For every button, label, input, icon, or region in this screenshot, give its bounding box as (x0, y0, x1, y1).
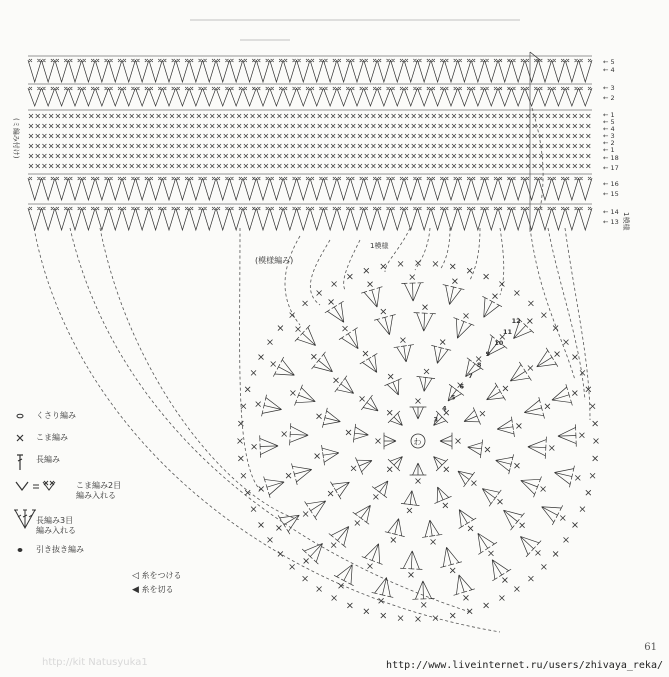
yarn-attach (132, 570, 181, 581)
row-number: ← 2 (603, 94, 615, 102)
round-number: 7 (468, 371, 473, 380)
motif-sc (343, 326, 348, 331)
motif-sc (278, 326, 283, 331)
motif-dc-fan (420, 519, 443, 538)
motif-dc-fan (401, 489, 421, 505)
motif-sc (252, 444, 257, 449)
motif-dc-fan (400, 550, 423, 569)
band-v-row (28, 87, 592, 106)
motif-sc (364, 268, 369, 273)
motif-sc (450, 264, 455, 269)
motif-sc (329, 299, 334, 304)
motif-sc (421, 602, 426, 607)
motif-dc-fan (305, 492, 332, 520)
motif-sc (290, 390, 295, 395)
motif-dc-fan (295, 325, 323, 354)
motif-sc (304, 558, 309, 563)
motif-sc (450, 613, 455, 618)
motif-sc (580, 370, 585, 375)
legend-row (14, 430, 224, 452)
side-label: (ミ編み付け) (12, 118, 20, 159)
motif-dc-fan (513, 528, 541, 557)
motif-sc (456, 439, 461, 444)
motif-sc (311, 354, 316, 359)
motif-sc (351, 466, 356, 471)
motif-dc-fan (291, 459, 314, 485)
row-number: ← 1 (603, 146, 615, 154)
motif-sc (564, 537, 569, 542)
motif-sc (410, 275, 415, 280)
legend-text: くさり編み (36, 411, 76, 420)
legend-text: こま編み (36, 433, 68, 442)
motif-sc (541, 313, 546, 318)
row-number: ← 5 (603, 58, 615, 66)
motif-sc (535, 550, 540, 555)
watermark: http://kit Natusyuka1 (42, 657, 148, 668)
motif-dc-fan (483, 554, 511, 581)
motif-dc-fan (353, 499, 379, 524)
motif-sc (586, 490, 591, 495)
legend-row (14, 408, 224, 430)
motif-sc (416, 617, 421, 622)
motif-dc-fan (334, 559, 362, 585)
motif-sc (328, 491, 333, 496)
motif-sc (241, 473, 246, 478)
motif-sc (347, 274, 352, 279)
motif-sc (424, 369, 429, 374)
motif-dc-fan (262, 395, 285, 421)
motif-sc (400, 338, 405, 343)
slip-stitch-icon (14, 542, 36, 560)
motif-sc (440, 340, 445, 345)
motif-sc (499, 595, 504, 600)
motif-sc (259, 522, 264, 527)
motif-sc (450, 568, 455, 573)
round-number: 8 (476, 360, 482, 369)
motif-dc-fan (384, 433, 396, 450)
motif-dc-fan (355, 452, 375, 475)
motif-dc-fan (335, 376, 360, 402)
band-x-row (29, 154, 590, 158)
motif-sc (471, 481, 476, 486)
motif-sc (278, 551, 283, 556)
yarn-attach-text: 糸をつける (141, 571, 182, 580)
round-number: 10 (494, 339, 504, 348)
motif-sc (282, 431, 287, 436)
motif-dc-fan (273, 357, 299, 385)
yarn-cut (132, 584, 173, 595)
round-number: 5 (450, 393, 456, 402)
motif-dc-fan (394, 345, 417, 364)
band-v-row (28, 177, 592, 200)
motif-sc (267, 537, 272, 542)
motif-sc (502, 578, 507, 583)
motif-sc (363, 351, 368, 356)
motif-sc (238, 439, 243, 444)
faint-header-marks (190, 20, 520, 40)
motif-sc (346, 430, 351, 435)
motif-dc-fan (384, 378, 407, 398)
motif-sc (347, 603, 352, 608)
round-number: 11 (502, 328, 512, 337)
motif-sc (572, 522, 577, 527)
motif-dc-fan (536, 497, 562, 525)
round-number: 6 (459, 382, 465, 391)
motif-dc-fan (497, 502, 525, 531)
motif-dc-fan (439, 285, 465, 308)
motif-sc (256, 402, 261, 407)
motif-dc-fan (302, 536, 331, 564)
motif-sc (492, 294, 497, 299)
motif-dc-fan (474, 296, 502, 322)
motif-sc (360, 396, 365, 401)
motif-dc-fan (322, 408, 342, 432)
round-number: 12 (511, 317, 521, 326)
motif-sc (514, 463, 519, 468)
legend-row (14, 478, 224, 508)
edging-band (28, 52, 592, 232)
motif-sc (259, 355, 264, 360)
row-number: ← 4 (603, 125, 615, 133)
motif-dc-fan (361, 287, 387, 311)
motif-sc (503, 386, 508, 391)
motif-dc-fan (549, 384, 573, 410)
motif-dc-fan (527, 436, 546, 459)
motif-sc (367, 564, 372, 569)
row-number: ← 3 (603, 132, 615, 140)
band-v-row (28, 59, 592, 82)
motif-sc (398, 616, 403, 621)
motif-sc (560, 515, 565, 520)
row-number: ← 5 (603, 118, 615, 126)
center-label: わ (413, 437, 422, 447)
motif-sc (499, 282, 504, 287)
motif-sc (528, 366, 533, 371)
motif-dc-fan (410, 463, 427, 475)
motif-sc (564, 340, 569, 345)
motif-sc (464, 313, 469, 318)
motif-sc (251, 507, 256, 512)
motif-sc (245, 490, 250, 495)
motif-sc (545, 404, 550, 409)
motif-dc-fan (447, 318, 474, 343)
footer-url[interactable]: http://www.liveinternet.ru/users/zhivaya_reka/ (386, 660, 663, 671)
motif-sc (590, 404, 595, 409)
motif-sc (381, 309, 386, 314)
motif-sc (480, 411, 485, 416)
band-x-row (29, 144, 590, 148)
motif-dc-fan (401, 283, 424, 302)
motif-dc-fan (481, 383, 505, 409)
yarn-cut-icon: ◀ (132, 585, 139, 595)
row-number: ← 13 (603, 218, 619, 226)
motif-dc-fan (493, 450, 513, 474)
motif-dc-fan (362, 540, 389, 565)
motif-dc-fan (476, 480, 501, 506)
motif-sc (528, 301, 533, 306)
motif-sc (276, 525, 281, 530)
motif-sc (593, 456, 598, 461)
motif-dc-fan (374, 314, 400, 337)
yarn-attach-icon: ◁ (132, 571, 139, 581)
motif-sc (431, 539, 436, 544)
motif-sc (355, 520, 360, 525)
motif-dc-fan (353, 424, 369, 444)
motif-sc (575, 475, 580, 480)
motif-dc-fan (330, 473, 354, 499)
band-x-row (29, 114, 590, 118)
motif-dc-fan (466, 438, 482, 458)
motif-sc (484, 603, 489, 608)
motif-sc (332, 282, 337, 287)
motif-sc (286, 473, 291, 478)
motif-sc (520, 523, 525, 528)
motif-sc (373, 494, 378, 499)
motif-dc-fan (552, 462, 575, 488)
motif-sc (317, 414, 322, 419)
motif-sc (267, 340, 272, 345)
row-number: ← 14 (603, 208, 619, 216)
motif-sc (527, 319, 532, 324)
motif-sc (579, 433, 584, 438)
motif-dc-fan (429, 483, 452, 503)
motif-sc (388, 374, 393, 379)
motif-dc-fan (517, 470, 542, 497)
motif-sc (444, 467, 449, 472)
motif-dc-fan (360, 353, 386, 377)
motif-dc-fan (260, 435, 279, 458)
motif-sc (555, 352, 560, 357)
motif-dc-fan (460, 407, 480, 430)
motif-dc-fan (264, 471, 288, 497)
motif-sc (303, 511, 308, 516)
motif-dc-fan (322, 443, 341, 466)
motif-sc (238, 421, 243, 426)
band-x-row (29, 124, 590, 128)
motif-sc (381, 613, 386, 618)
motif-sc (423, 305, 428, 310)
row-number: ← 3 (603, 84, 615, 92)
motif-sc (398, 261, 403, 266)
motif-sc (317, 290, 322, 295)
motif-sc (271, 362, 276, 367)
row-number: ← 4 (603, 66, 615, 74)
motif-dc-fan (410, 407, 427, 419)
motif-dc-fan (469, 527, 497, 554)
dc3-increase-icon (14, 508, 36, 532)
motif-dc-fan (521, 397, 544, 423)
double-crochet-icon (14, 452, 36, 474)
motif-sc (416, 479, 421, 484)
motif-sc (364, 609, 369, 614)
motif-sc (541, 487, 546, 492)
repeat-label: 1模様 (370, 242, 389, 250)
motif-sc (590, 473, 595, 478)
motif-sc (416, 399, 421, 404)
motif-sc (387, 410, 392, 415)
motif-sc (452, 279, 457, 284)
motif-dc-fan (372, 575, 398, 598)
legend-text: 引き抜き編み (36, 545, 84, 554)
motif-dc-fan (415, 376, 435, 392)
motif-sc (516, 423, 521, 428)
motif-sc (332, 595, 337, 600)
motif-dc-fan (450, 504, 476, 528)
motif-sc (376, 439, 381, 444)
motif-sc (484, 274, 489, 279)
motif-sc (381, 264, 386, 269)
motif-dc-fan (496, 417, 515, 440)
band-x-row (29, 134, 590, 138)
side-bracket-label: 1模様 (622, 212, 630, 231)
motif-sc (514, 290, 519, 295)
motif-sc (251, 370, 256, 375)
motif-sc (580, 507, 585, 512)
motif-dc-fan (372, 475, 395, 497)
row-number: ← 1 (603, 111, 615, 119)
motif-sc (290, 564, 295, 569)
motif-sc (433, 261, 438, 266)
motif-dc-fan (427, 345, 451, 365)
motif-sc (317, 587, 322, 592)
motif-sc (572, 391, 577, 396)
motif-sc (407, 508, 412, 513)
motif-sc (238, 456, 243, 461)
motif-dc-fan (452, 464, 474, 487)
motif-dc-fan (385, 516, 409, 536)
row-number: ← 16 (603, 180, 619, 188)
motif-dc-fan (412, 581, 435, 600)
motif-sc (443, 503, 448, 508)
motif-sc (549, 446, 554, 451)
motif-dc-fan (295, 385, 320, 412)
motif-sc (528, 576, 533, 581)
sc2-increase-icon (14, 478, 74, 496)
motif-sc (541, 564, 546, 569)
motif-dc-fan (278, 506, 305, 534)
motif-dc-fan (329, 520, 358, 548)
motif-sc (245, 387, 250, 392)
motif-sc (315, 454, 320, 459)
motif-sc (303, 576, 308, 581)
round-number: 9 (485, 349, 491, 358)
legend-row (14, 542, 224, 564)
motif-dc-fan (440, 433, 452, 450)
row-numbers (603, 58, 619, 226)
motif-sc (391, 537, 396, 542)
row-number: ← 15 (603, 190, 619, 198)
pattern-label: (模様編み) (255, 256, 294, 265)
legend-text: 長編み (36, 455, 60, 464)
band-v-row (28, 207, 592, 230)
band-x-row (29, 164, 590, 168)
motif-sc (593, 421, 598, 426)
motif-dc-fan (312, 352, 340, 381)
motif-dc-fan (448, 572, 474, 596)
chain-icon (14, 408, 36, 426)
motif-dc-fan (339, 328, 367, 355)
motif-dc-fan (361, 395, 383, 418)
motif-sc (497, 499, 502, 504)
row-number: ← 2 (603, 139, 615, 147)
motif-sc (303, 301, 308, 306)
motif-sc (488, 551, 493, 556)
motif-sc (594, 439, 599, 444)
stitch-legend (14, 408, 224, 595)
motif-sc (408, 572, 413, 577)
legend-row (14, 452, 224, 478)
motif-dc-fan (531, 348, 558, 376)
motif-sc (334, 378, 339, 383)
round-number: 3 (433, 415, 439, 424)
motif-dc-fan (413, 313, 436, 332)
row-number: ← 17 (603, 164, 619, 172)
motif-dc-fan (558, 424, 577, 447)
page-number: 61 (644, 642, 657, 653)
motif-sc (379, 598, 384, 603)
legend-text: 長編み3目 編み入れる (36, 516, 76, 535)
motif-sc (241, 404, 246, 409)
motif-sc (331, 543, 336, 548)
single-crochet-icon (14, 430, 36, 448)
motif-sc (514, 587, 519, 592)
motif-sc (467, 268, 472, 273)
motif-sc (553, 551, 558, 556)
motif-sc (485, 447, 490, 452)
motif-sc (572, 355, 577, 360)
motif-dc-fan (290, 423, 309, 446)
yarn-cut-text: 糸を切る (141, 585, 174, 594)
motif-sc (290, 313, 295, 318)
row-number: ← 18 (603, 154, 619, 162)
round-number: 4 (442, 404, 447, 413)
motif-dc-fan (325, 301, 353, 328)
legend-text: こま編み2目 編み入れる (76, 481, 122, 500)
motif-dc-fan (436, 544, 462, 567)
motif-dc-fan (504, 362, 531, 390)
motif-sc (463, 595, 468, 600)
motif-sc (368, 282, 373, 287)
legend-row (14, 508, 224, 542)
motif-sc (296, 327, 301, 332)
motif-sc (387, 467, 392, 472)
motif-sc (468, 526, 473, 531)
